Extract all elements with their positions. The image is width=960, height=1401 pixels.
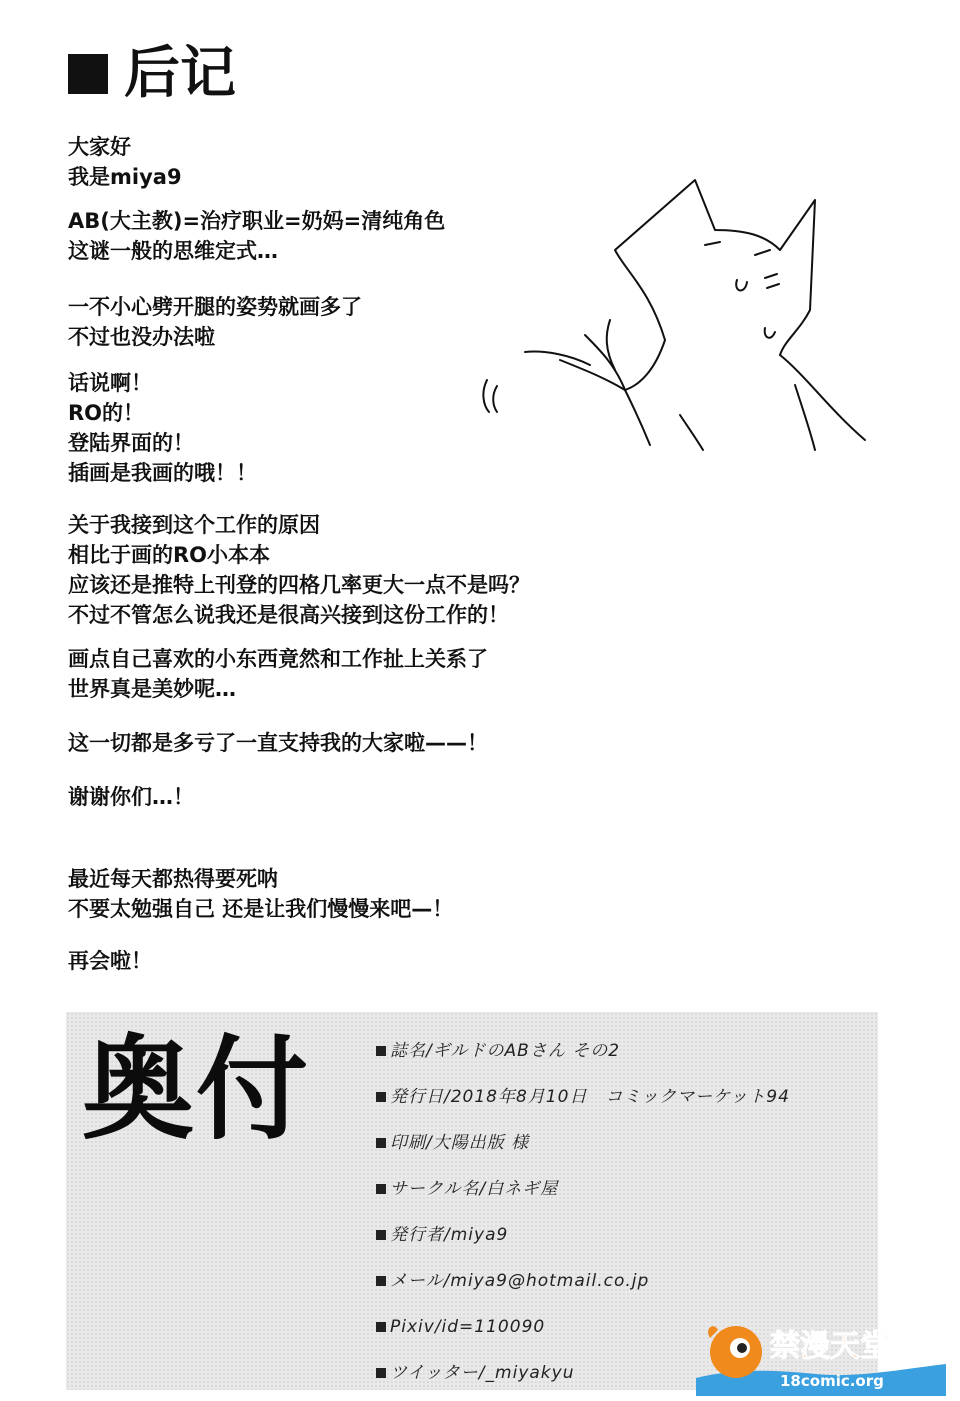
text-line: 画点自己喜欢的小东西竟然和工作扯上关系了 bbox=[68, 647, 488, 671]
watermark-name: 禁漫天堂 bbox=[770, 1329, 890, 1364]
colophon-item bbox=[376, 1362, 574, 1384]
text-line: AB(大主教)=治疗职业=奶妈=清纯角色 bbox=[68, 209, 446, 233]
colophon-item-text: Pixiv/id=110090 bbox=[390, 1317, 546, 1337]
text-line: 再会啦！ bbox=[68, 949, 152, 973]
text-line: 世界真是美妙呢… bbox=[68, 677, 236, 701]
colophon-item bbox=[376, 1316, 545, 1338]
colophon-item bbox=[376, 1040, 620, 1062]
text-line: 这谜一般的思维定式… bbox=[68, 239, 278, 263]
bullet-square-icon bbox=[376, 1368, 386, 1378]
text-line: RO的！ bbox=[68, 401, 145, 425]
text-line: 最近每天都热得要死呐 bbox=[68, 867, 278, 891]
heading-square-icon bbox=[68, 54, 108, 94]
text-line: 一不小心劈开腿的姿势就画多了 bbox=[68, 295, 362, 319]
colophon-item bbox=[376, 1224, 508, 1246]
fish-mascot-icon bbox=[708, 1326, 762, 1378]
bullet-square-icon bbox=[376, 1230, 386, 1240]
afterword-heading bbox=[68, 42, 236, 106]
colophon-item-text: 誌名/ギルドのABさん その2 bbox=[390, 1041, 621, 1061]
waving-cat-doodle-icon bbox=[465, 170, 885, 470]
bullet-square-icon bbox=[376, 1138, 386, 1148]
text-line: 插画是我画的哦！！ bbox=[68, 461, 257, 485]
colophon-item-text: ツイッター/_miyakyu bbox=[390, 1363, 575, 1383]
text-line: 登陆界面的！ bbox=[68, 431, 194, 455]
bullet-square-icon bbox=[376, 1046, 386, 1056]
text-line: 不过也没办法啦 bbox=[68, 325, 215, 349]
bullet-square-icon bbox=[376, 1184, 386, 1194]
text-line: 话说啊！ bbox=[68, 371, 152, 395]
colophon-item-text: 発行日/2018年8月10日 コミックマーケット94 bbox=[390, 1087, 790, 1107]
text-line: 相比于画的RO小本本 bbox=[68, 543, 271, 567]
text-line: 我是miya9 bbox=[68, 165, 182, 189]
text-line: 不要太勉强自己 还是让我们慢慢来吧—！ bbox=[68, 897, 454, 921]
bullet-square-icon bbox=[376, 1092, 386, 1102]
text-line: 谢谢你们…！ bbox=[68, 785, 194, 809]
colophon-item-text: 発行者/miya9 bbox=[390, 1225, 509, 1245]
colophon-title: 奥付 bbox=[82, 1024, 310, 1155]
colophon-item bbox=[376, 1086, 790, 1108]
colophon-item-text: メール/miya9@hotmail.co.jp bbox=[390, 1271, 650, 1291]
colophon-item-text: サークル名/白ネギ屋 bbox=[390, 1179, 559, 1199]
watermark-url: 18comic.org bbox=[780, 1372, 884, 1390]
text-line: 大家好 bbox=[68, 135, 131, 159]
colophon-item bbox=[376, 1270, 649, 1292]
colophon-item-text: 印刷/大陽出版 様 bbox=[390, 1133, 530, 1153]
text-line: 这一切都是多亏了一直支持我的大家啦——！ bbox=[68, 731, 488, 755]
bullet-square-icon bbox=[376, 1322, 386, 1332]
site-watermark-logo[interactable] bbox=[696, 1318, 946, 1396]
text-line: 关于我接到这个工作的原因 bbox=[68, 513, 320, 537]
text-line: 应该还是推特上刊登的四格几率更大一点不是吗？ bbox=[68, 573, 530, 597]
colophon-item bbox=[376, 1178, 558, 1200]
afterword-title: 后记 bbox=[124, 41, 236, 106]
bullet-square-icon bbox=[376, 1276, 386, 1286]
colophon-item bbox=[376, 1132, 529, 1154]
text-line: 不过不管怎么说我还是很高兴接到这份工作的！ bbox=[68, 603, 509, 627]
